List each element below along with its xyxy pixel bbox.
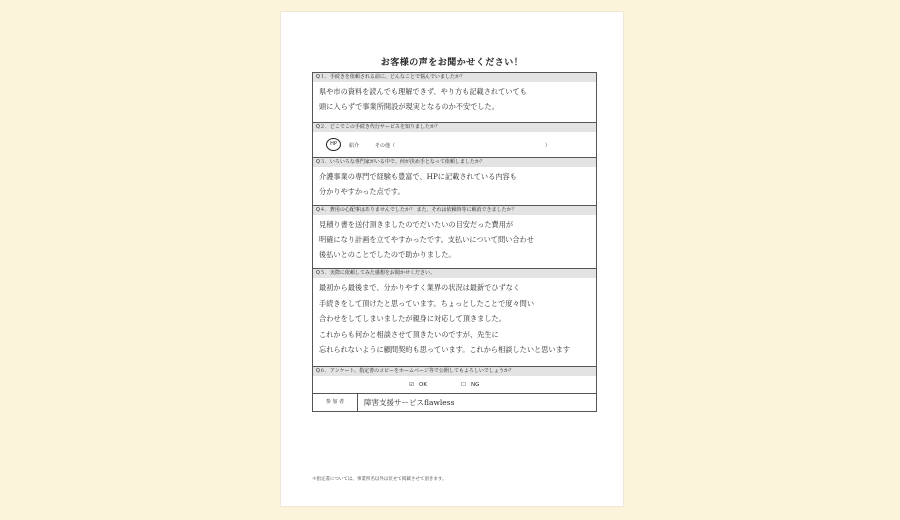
answer-line: 手続きをして頂けたと思っています。ちょっとしたことで度々問い: [319, 298, 535, 308]
answer-line: 忘れられないように顧問契約も思っています。これから相談したいと思います: [319, 345, 570, 354]
question-5-label: Q５．実際に依頼してみた感想をお聞かせください。: [313, 268, 596, 278]
question-2-label: Q２．どこでこの手続き代行サービスを知りましたか？: [313, 122, 596, 132]
participant-label: 参 加 者: [313, 394, 358, 411]
answer-line: 後払いとのことでしたので助かりました。: [319, 250, 456, 259]
question-5: [313, 268, 596, 366]
survey-title: お客様の声をお聞かせください！: [380, 58, 524, 68]
answer-line: 見積り書を送付頂きましたのでだいたいの目安だった費用が: [319, 220, 514, 229]
answer-line: 介護事業の専門で経験も豊富で、HPに記載されている内容も: [319, 172, 517, 181]
question-1-answer: [313, 82, 596, 122]
ok-checkbox-checked: ☑: [409, 382, 414, 388]
question-4-answer: [313, 215, 596, 268]
question-5-answer: [313, 278, 596, 366]
answer-line: 合わせをしてしまいましたが親身に対応して頂きました。: [319, 314, 506, 323]
question-3: [313, 157, 596, 205]
answer-line: 分かりやすかった点です。: [319, 187, 405, 196]
answer-line: 県や市の資料を読んでも理解できず、やり方も記載されていても: [319, 87, 527, 96]
other-option-close: ）: [545, 143, 551, 149]
ng-checkbox: ☐: [461, 382, 466, 388]
question-6-answer: [313, 376, 596, 393]
answer-line: これからも何かと相談させて頂きたいのですが、先生に: [319, 329, 499, 339]
question-3-label: Q３．いろいろな専門家がいる中で、何が決め手となって依頼しましたか？: [313, 157, 596, 167]
other-option: その他（: [375, 143, 396, 149]
question-3-answer: [313, 167, 596, 205]
question-1-label: Q１．手続きを依頼される前に、どんなことで悩んでいましたか？: [313, 73, 596, 82]
introduction-option: 紹介: [349, 143, 360, 149]
survey-form: [312, 72, 597, 412]
participant-row: [313, 393, 596, 411]
question-6: [313, 366, 596, 393]
ng-option-label: NG: [471, 382, 480, 388]
hp-option-circled: HP: [326, 138, 341, 151]
ok-option-label: OK: [419, 382, 427, 388]
footnote: ＊指定書については、事業所名以外は伏せて掲載させて頂きます。: [312, 477, 447, 482]
participant-name: 障害支援サービスflawless: [364, 398, 455, 407]
question-4: [313, 205, 596, 268]
question-6-label: Q６．アンケート、指定書のコピーをホームページ等で公開してもよろしいでしょうか？: [313, 366, 596, 376]
question-2-answer: [313, 132, 596, 157]
answer-line: 頭に入らずで事業所開設が現実となるのか不安でした。: [319, 102, 499, 111]
survey-sheet: [281, 12, 623, 506]
answer-line: 最初から最後まで、分かりやすく業界の状況は最新でひずなく: [319, 283, 521, 292]
question-1: [313, 73, 596, 122]
question-4-label: Q４．費用の心配事はありませんでしたか？ また、それは依頼時等に解消できましたか？: [313, 205, 596, 215]
answer-line: 明確になり計画を立てやすかったです。支払いについて問い合わせ: [319, 235, 534, 244]
question-2: [313, 122, 596, 157]
